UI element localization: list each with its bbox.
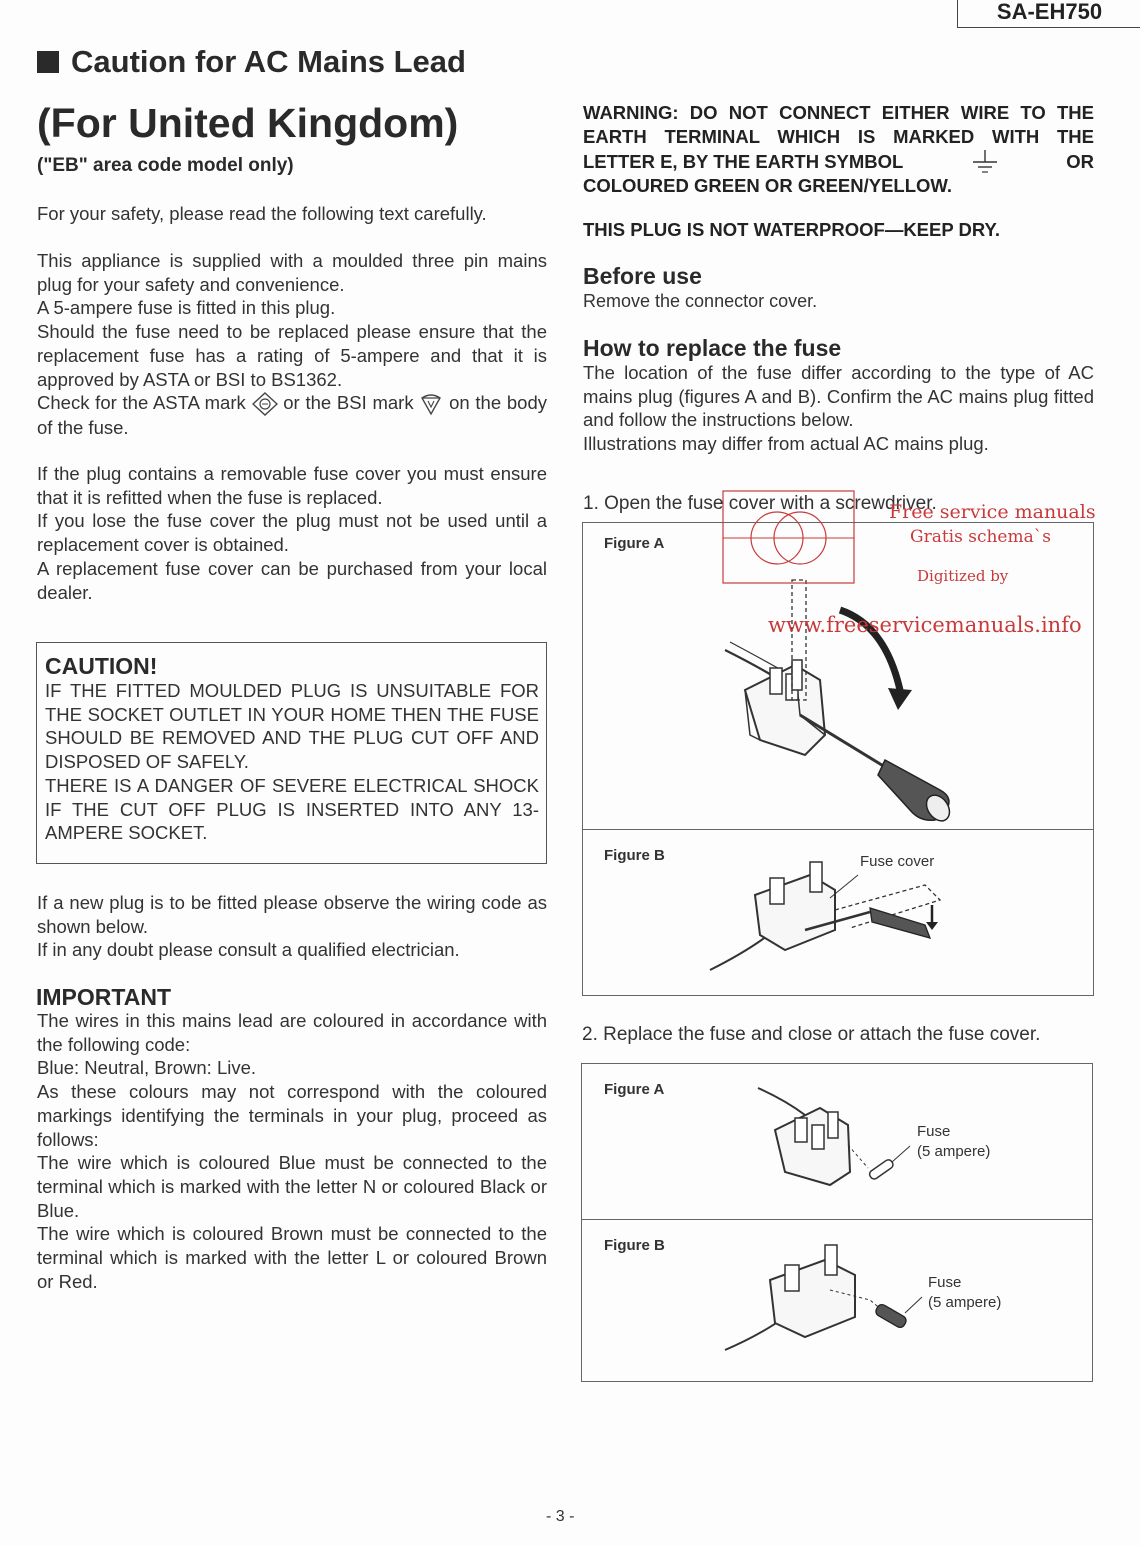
asta-check-text: Check for the ASTA mark or the BSI mark on the body of the fuse. [37,392,547,439]
supply-text: This appliance is supplied with a moulded three pin mains plug for your safety and convenience. [37,250,547,295]
warning-text: WARNING: DO NOT CONNECT EITHER WIRE TO THE EARTH TERMINAL WHICH IS MARKED WITH THE LETTER E, BY THE EARTH SYMBOL OR COLOURED GREEN OR GREEN/YELLOW. [583,102,1094,197]
important-title: IMPORTANT [36,984,172,1010]
replace-fuse-text-2: Illustrations may differ from actual AC mains plug. [583,433,989,455]
asta-mark-icon [252,392,278,416]
page-number: - 3 - [546,1508,575,1525]
new-plug-text-2: If in any doubt please consult a qualified electrician. [37,939,460,961]
figure-b-label: Figure B [604,847,665,864]
area-code-note: ("EB" area code model only) [37,155,294,176]
fuse-fitted-text: A 5-ampere fuse is fitted in this plug. [37,297,336,319]
watermark-line-1: Free service manuals [889,501,1096,523]
fuse-cover-paragraph [37,462,547,604]
intro-text: For your safety, please read the following text carefully. [37,203,487,224]
watermark-line-3: Digitized by [917,567,1009,585]
model-number: SA-EH750 [957,0,1140,28]
earth-symbol-icon [970,148,1000,174]
replace-fuse-text-1: The location of the fuse differ according to the type of AC mains plug (figures A and B). Confirm the AC mains plug fitted and follow the instructions below. [583,362,1094,431]
before-use-text: Remove the connector cover. [583,291,818,311]
figure-b-label: Figure B [604,1237,665,1254]
supply-paragraph [37,249,547,440]
important-paragraph [37,1009,547,1293]
not-waterproof-text: THIS PLUG IS NOT WATERPROOF—KEEP DRY. [583,219,1000,240]
replace-fuse-title: How to replace the fuse [583,335,842,361]
new-plug-paragraph [37,891,547,962]
plug-b-fuse-illustration [720,1235,920,1365]
caution-text-1: IF THE FITTED MOULDED PLUG IS UNSUITABLE FOR THE SOCKET OUTLET IN YOUR HOME THEN THE FUSE SHOULD BE REMOVED AND THE PLUG CUT OFF AND DISPOSED OF SAFELY. [45,680,539,773]
fuse-cover-label: Fuse cover [860,853,935,870]
important-text-3: As these colours may not correspond with the coloured markings identifying the terminals in your plug, proceed as follows: [37,1081,547,1150]
caution-box [36,642,547,864]
section-title-text: Caution for AC Mains Lead [71,44,466,79]
figure-a-label: Figure A [604,1081,665,1098]
watermark-logo-icon [722,490,857,585]
important-text-2: Blue: Neutral, Brown: Live. [37,1057,257,1079]
bsi-kitemark-icon [419,392,443,416]
new-plug-text-1: If a new plug is to be fitted please observe the wiring code as shown below. [37,892,547,937]
before-use-title: Before use [583,263,702,289]
step-1: 1. Open the fuse cover with a screwdriver. [583,493,937,514]
watermark-line-2: Gratis schema`s [910,527,1051,547]
page-subtitle: (For United Kingdom) [37,100,459,146]
fuse-cover-text-3: A replacement fuse cover can be purchased from your local dealer. [37,557,547,603]
plug-b-fuse-cover-illustration [700,850,960,980]
fuse-cover-text-1: If the plug contains a removable fuse cover you must ensure that it is refitted when the fuse is replaced. [37,463,547,508]
step-2: 2. Replace the fuse and close or attach the fuse cover. [582,1024,1041,1045]
figure-a-label: Figure A [604,535,665,552]
square-bullet-icon [37,51,59,73]
caution-title: CAUTION! [45,653,158,679]
section-title [37,44,466,80]
watermark-url: www.freeservicemanuals.info [768,613,1082,637]
plug-a-fuse-illustration [750,1080,920,1200]
fuse-label-a: Fuse (5 ampere) [917,1123,991,1160]
important-text-4: The wire which is coloured Blue must be connected to the terminal which is marked with the letter N or coloured Black or Blue. [37,1152,547,1221]
important-text-1: The wires in this mains lead are coloured in accordance with the following code: [37,1010,547,1055]
important-text-5: The wire which is coloured Brown must be connected to the terminal which is marked with the letter L or coloured Brown or Red. [37,1223,547,1292]
caution-text [45,679,539,845]
fuse-label-b: Fuse (5 ampere) [928,1274,1002,1311]
fuse-replace-text: Should the fuse need to be replaced please ensure that the replacement fuse has a rating of 5-ampere and that it is approved by ASTA or BSI to BS1362. [37,321,547,390]
caution-text-2: THERE IS A DANGER OF SEVERE ELECTRICAL SHOCK IF THE CUT OFF PLUG IS INSERTED INTO ANY 13-AMPERE SOCKET. [45,774,539,844]
fuse-cover-text-2: If you lose the fuse cover the plug must not be used until a replacement cover is obtained. [37,510,547,556]
replace-fuse-text [583,361,1094,456]
